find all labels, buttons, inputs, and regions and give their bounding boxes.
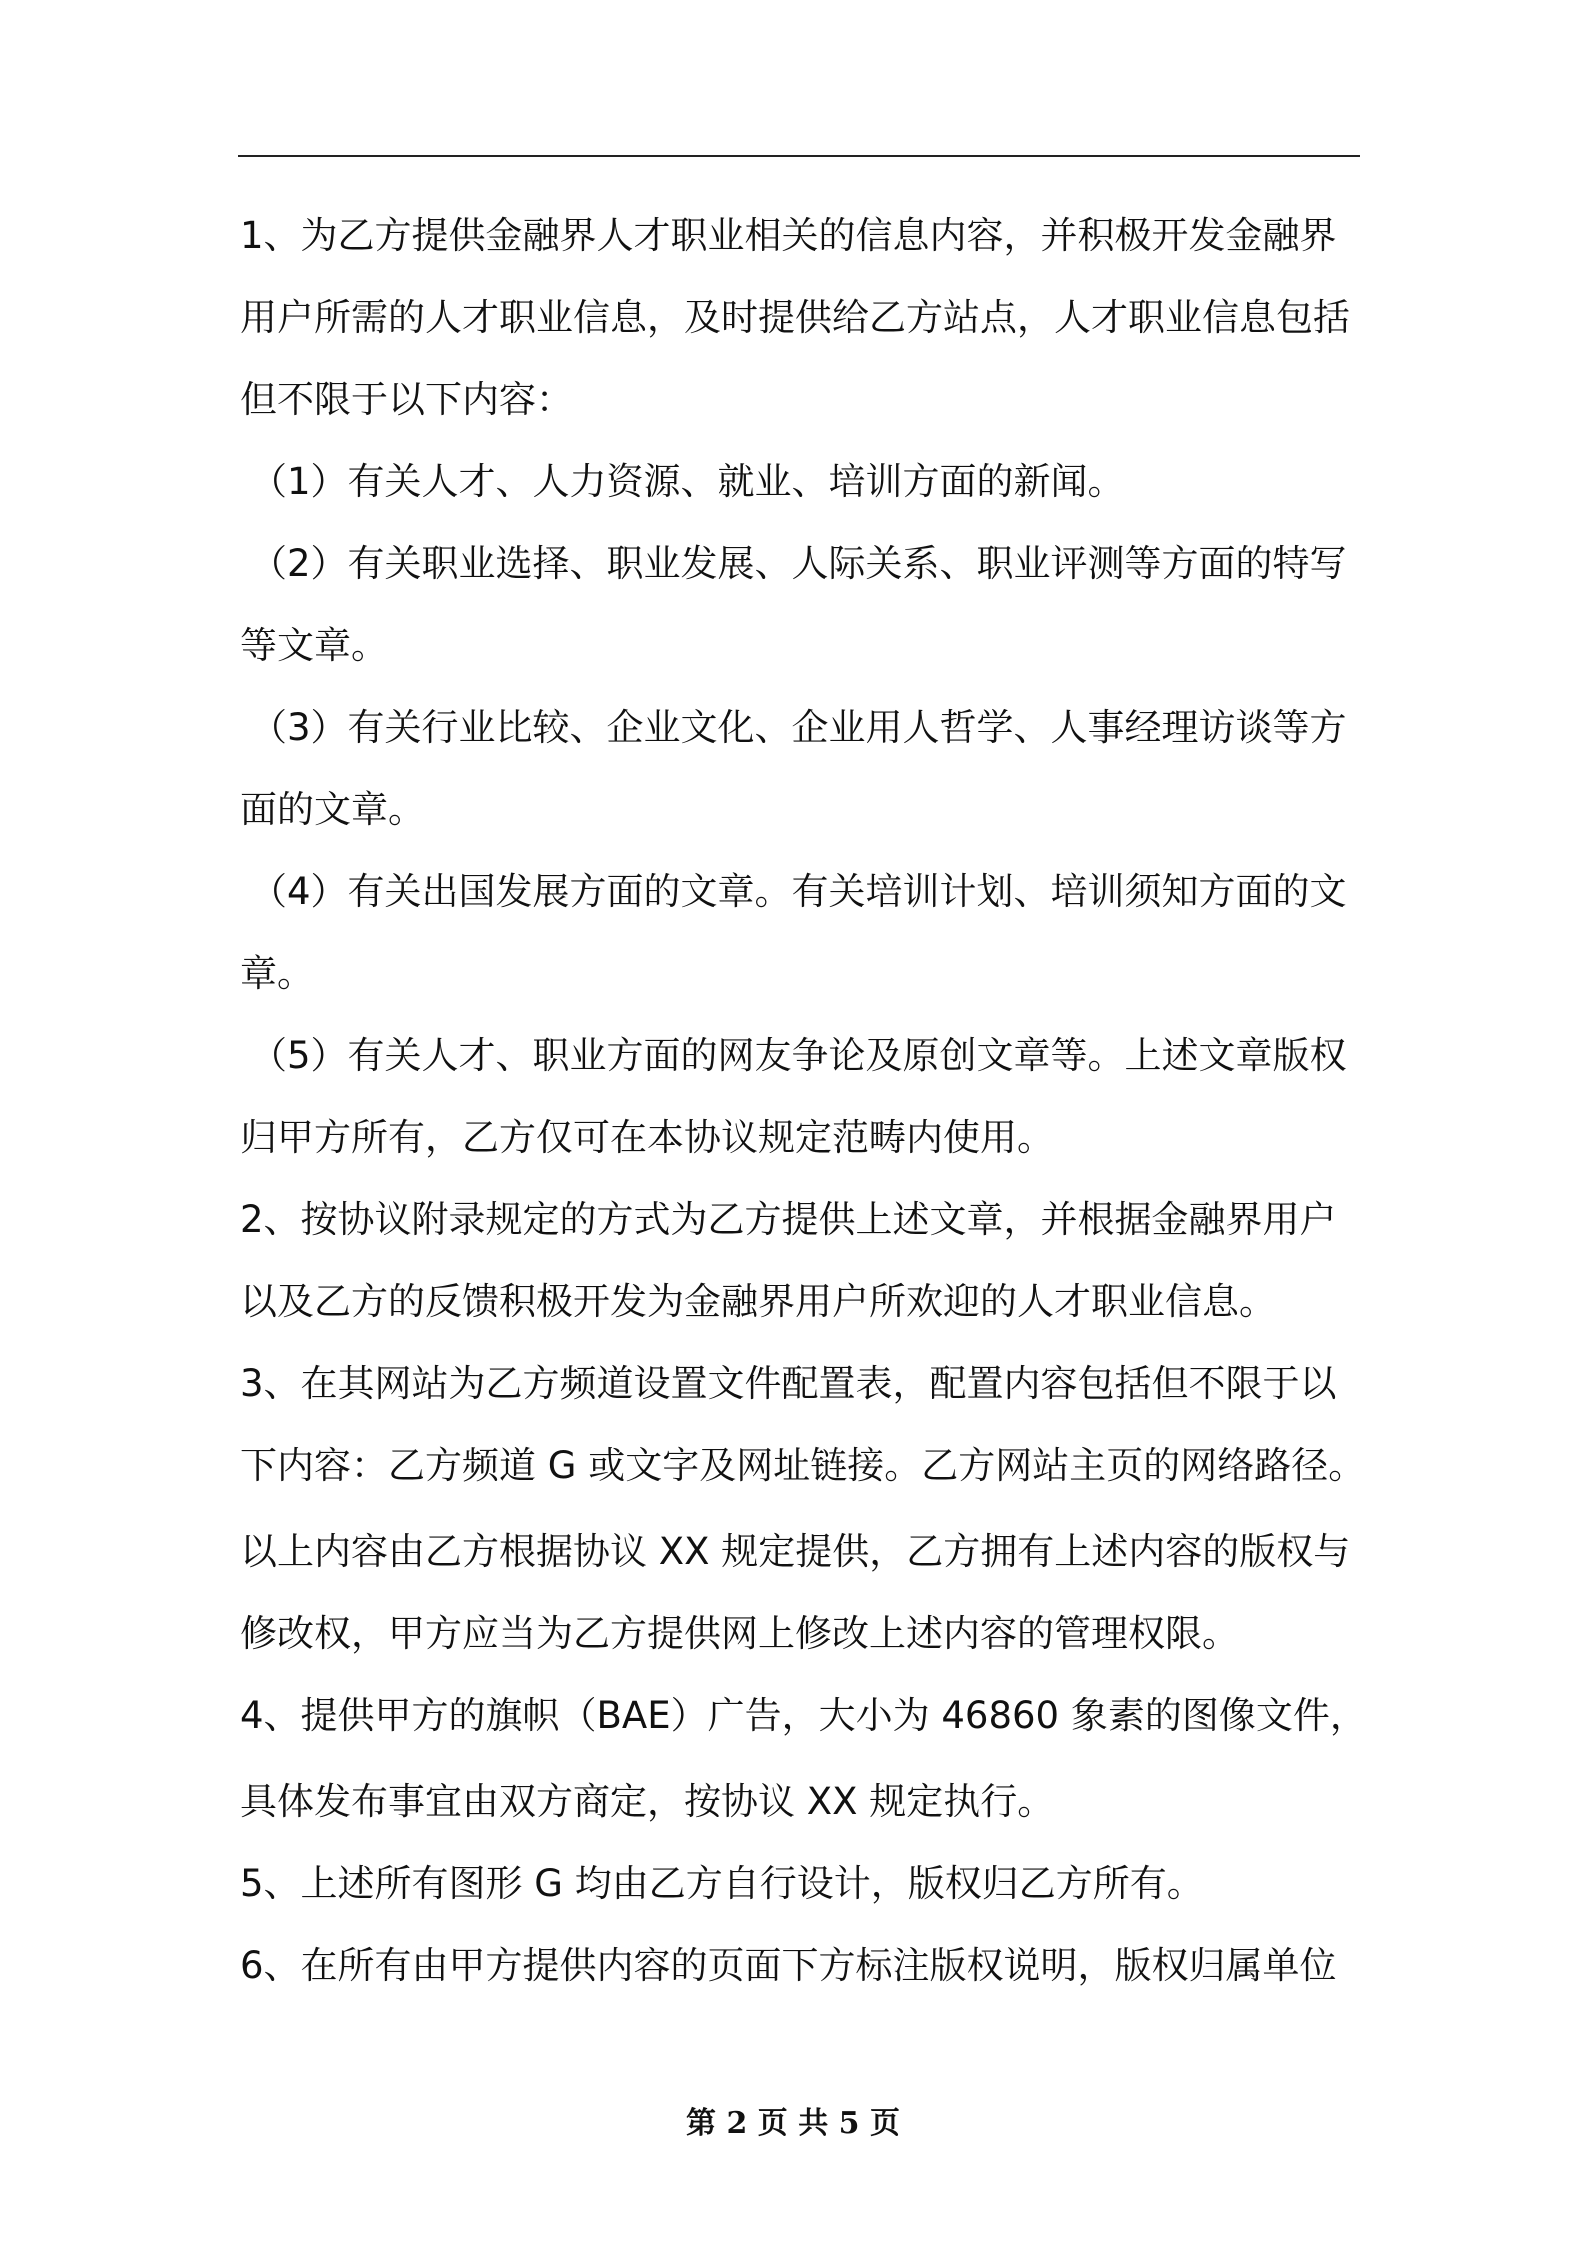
line-15: 3、在其网站为乙方频道设置文件配置表，配置内容包括但不限于以 [240,1362,1337,1405]
line-17: 以上内容由乙方根据协议 XX 规定提供，乙方拥有上述内容的版权与 [240,1530,1351,1573]
line-10: 章。 [240,952,314,995]
line-20: 具体发布事宜由双方商定，按协议 XX 规定执行。 [240,1780,1055,1823]
line-8: 面的文章。 [240,788,425,831]
line-2: 用户所需的人才职业信息，及时提供给乙方站点，人才职业信息包括 [240,296,1350,339]
page-number-footer: 第 2 页 共 5 页 [686,2106,900,2141]
document-body [240,195,1367,2007]
line-13: 2、按协议附录规定的方式为乙方提供上述文章，并根据金融界用户 [240,1198,1337,1241]
line-14: 以及乙方的反馈积极开发为金融界用户所欢迎的人才职业信息。 [240,1280,1276,1323]
line-3: 但不限于以下内容： [240,378,573,421]
line-4: （1）有关人才、人力资源、就业、培训方面的新闻。 [250,460,1125,503]
line-12: 归甲方所有，乙方仅可在本协议规定范畴内使用。 [240,1116,1054,1159]
line-16: 下内容：乙方频道 G 或文字及网址链接。乙方网站主页的网络路径。 [240,1444,1366,1487]
line-7: （3）有关行业比较、企业文化、企业用人哲学、人事经理访谈等方 [250,706,1347,749]
header-rule [238,155,1360,157]
line-6: 等文章。 [240,624,388,667]
line-5: （2）有关职业选择、职业发展、人际关系、职业评测等方面的特写 [250,542,1347,585]
line-18: 修改权，甲方应当为乙方提供网上修改上述内容的管理权限。 [240,1612,1239,1655]
line-11: （5）有关人才、职业方面的网友争论及原创文章等。上述文章版权 [250,1034,1347,1077]
line-22: 6、在所有由甲方提供内容的页面下方标注版权说明，版权归属单位 [240,1944,1337,1987]
line-19: 4、提供甲方的旗帜（BAE）广告，大小为 46860 象素的图像文件， [240,1694,1367,1737]
line-1: 1、为乙方提供金融界人才职业相关的信息内容，并积极开发金融界 [240,214,1337,257]
line-9: （4）有关出国发展方面的文章。有关培训计划、培训须知方面的文 [250,870,1347,913]
line-21: 5、上述所有图形 G 均由乙方自行设计，版权归乙方所有。 [240,1862,1204,1905]
